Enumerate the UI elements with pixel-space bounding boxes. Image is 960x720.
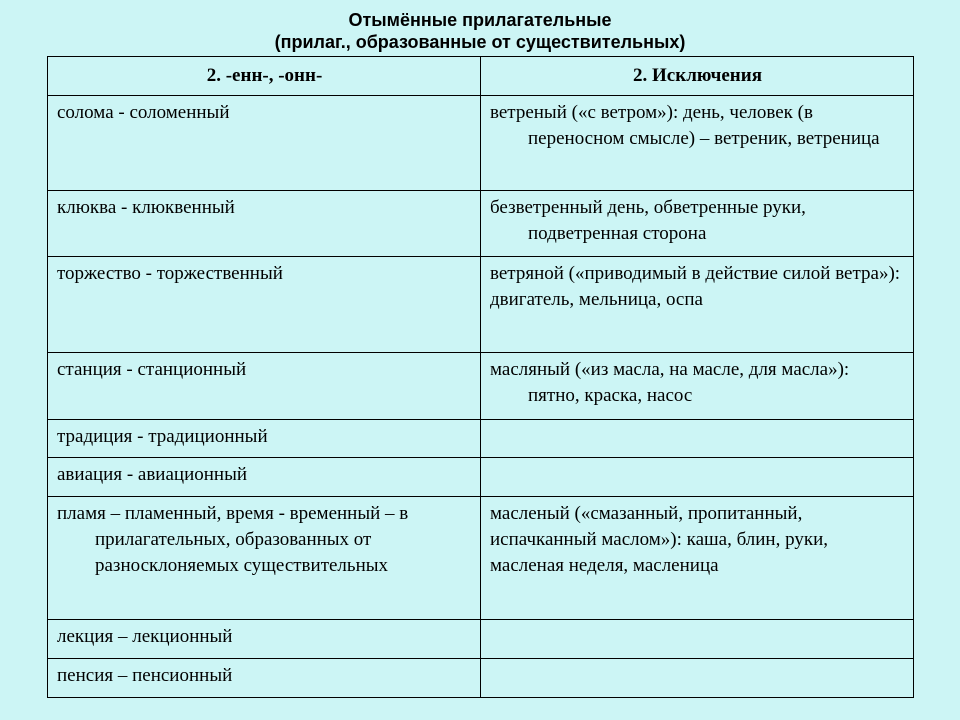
header-exceptions: 2. Исключения <box>481 57 914 96</box>
row-1-example: солома - соломенный <box>48 96 481 191</box>
row-1-exception: ветреный («с ветром»): день, человек (в переносном смысле) – ветреник, ветреница <box>481 96 914 191</box>
table-row <box>48 659 914 698</box>
row-5-exception <box>481 420 914 458</box>
table-row <box>48 458 914 497</box>
row-6-example: авиация - авиационный <box>48 458 481 497</box>
table-header-row <box>48 57 914 96</box>
row-3-exception: ветряной («приводимый в действие силой ветра»): двигатель, мельница, оспа <box>481 257 914 353</box>
row-7-exception: масленый («смазанный, пропитанный, испачканный маслом»): каша, блин, руки, масленая неделя, масленица <box>481 497 914 620</box>
row-3-example: торжество - торжественный <box>48 257 481 353</box>
title-line-2: (прилаг., образованные от существительных) <box>274 32 686 52</box>
table-row <box>48 96 914 191</box>
table-row <box>48 420 914 458</box>
row-8-example: лекция – лекционный <box>48 620 481 659</box>
slide-title <box>0 9 960 53</box>
title-line-1: Отымённые прилагательные <box>348 10 612 30</box>
row-2-exception: безветренный день, обветренные руки, подветренная сторона <box>481 191 914 257</box>
row-6-exception <box>481 458 914 497</box>
row-7-example: пламя – пламенный, время - временный – в прилагательных, образованных от разносклоняемых существительных <box>48 497 481 620</box>
row-9-exception <box>481 659 914 698</box>
table-row <box>48 497 914 620</box>
table-row <box>48 620 914 659</box>
row-9-example: пенсия – пенсионный <box>48 659 481 698</box>
row-5-example: традиция - традиционный <box>48 420 481 458</box>
table-row <box>48 257 914 353</box>
table-row <box>48 191 914 257</box>
table-row <box>48 353 914 420</box>
row-4-exception: масляный («из масла, на масле, для масла»): пятно, краска, насос <box>481 353 914 420</box>
row-8-exception <box>481 620 914 659</box>
rules-table <box>47 56 914 698</box>
header-suffixes: 2. -енн-, -онн- <box>48 57 481 96</box>
row-4-example: станция - станционный <box>48 353 481 420</box>
row-2-example: клюква - клюквенный <box>48 191 481 257</box>
